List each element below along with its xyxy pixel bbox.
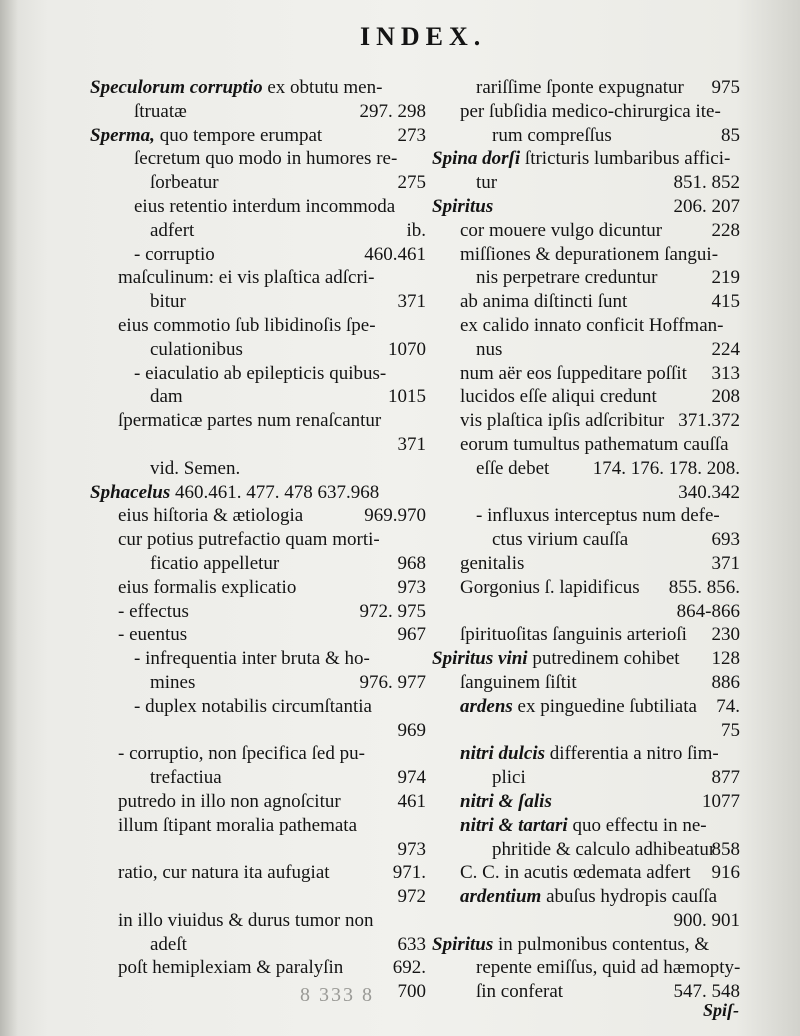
entry-text: ficatio appelletur <box>150 552 280 574</box>
index-entry <box>432 861 740 885</box>
index-entry <box>90 171 426 195</box>
entry-text: - eiaculatio ab epilepticis quibus- <box>134 362 387 384</box>
index-entry <box>90 457 426 481</box>
entry-pages: 224 <box>711 338 740 360</box>
index-entry <box>90 266 426 290</box>
entry-text: illum ſtipant moralia pathemata <box>118 814 358 836</box>
index-entry <box>432 814 740 838</box>
index-entry <box>432 195 740 219</box>
entry-text: - corruptio <box>134 243 215 265</box>
entry-pages: 864-866 <box>676 600 740 622</box>
entry-term: nitri dulcis <box>460 743 545 765</box>
index-column-right <box>432 76 740 1004</box>
entry-text: eius formalis explicatio <box>118 576 297 598</box>
index-entry <box>432 909 740 933</box>
entry-text: plici <box>492 767 526 789</box>
entry-pages: 855. 856. <box>668 576 740 598</box>
entry-text: phritide & calculo adhibeatur <box>492 838 716 860</box>
entry-text: Gorgonius ſ. lapidificus <box>460 576 640 598</box>
index-entry <box>432 124 740 148</box>
entry-pages: ib. <box>406 219 426 241</box>
entry-text: ſtruatæ <box>134 100 187 122</box>
entry-pages: 1015 <box>388 386 426 408</box>
entry-pages: 877 <box>711 767 740 789</box>
entry-text: C. C. in acutis œdemata adfert <box>460 862 691 884</box>
entry-text: eorum tumultus pathematum cauſſa <box>460 433 729 455</box>
entry-text: genitalis <box>460 552 525 574</box>
index-entry <box>90 362 426 386</box>
index-entry <box>432 956 740 980</box>
entry-text: cor mouere vulgo dicuntur <box>460 219 663 241</box>
index-entry <box>90 76 426 100</box>
index-entry <box>90 409 426 433</box>
index-entry <box>90 219 426 243</box>
index-entry <box>90 290 426 314</box>
index-entry <box>90 528 426 552</box>
index-entry <box>432 838 740 862</box>
entry-pages: 972. 975 <box>359 600 426 622</box>
entry-text: ſorbeatur <box>150 172 219 194</box>
entry-term: Speculorum corruptio <box>90 77 263 98</box>
entry-text: num aër eos ſuppeditare poſſit <box>460 362 687 384</box>
index-entry <box>432 504 740 528</box>
entry-term: nitri & tartari <box>460 814 568 836</box>
entry-pages: 886 <box>711 671 740 693</box>
index-entry <box>90 195 426 219</box>
entry-text: nis perpetrare creduntur <box>476 267 658 289</box>
entry-pages: 128 <box>711 648 740 670</box>
index-entry <box>90 504 426 528</box>
entry-pages: 273 <box>397 124 426 146</box>
entry-text: rariſſime ſponte expugnatur <box>476 77 684 98</box>
index-entry <box>432 385 740 409</box>
entry-pages: 230 <box>711 624 740 646</box>
index-entry <box>432 647 740 671</box>
entry-text: Spiritus in pulmonibus contentus, & <box>432 933 710 955</box>
entry-text: eius retentio interdum incommoda <box>134 195 396 217</box>
entry-pages: 974 <box>397 767 426 789</box>
entry-pages: 208 <box>711 386 740 408</box>
entry-text: vis plaſtica ipſis adſcribitur <box>460 410 665 432</box>
entry-text <box>460 790 552 814</box>
entry-pages: 700 <box>397 981 426 1003</box>
entry-pages: 228 <box>711 219 740 241</box>
index-entry <box>90 742 426 766</box>
index-entry <box>90 790 426 814</box>
entry-pages: 851. 852 <box>673 172 740 194</box>
index-entry <box>90 100 426 124</box>
entry-pages: 461 <box>397 790 426 812</box>
index-entry <box>90 766 426 790</box>
entry-pages: 297. 298 <box>359 100 426 122</box>
entry-text: - infrequentia inter bruta & ho- <box>134 648 370 670</box>
index-entry <box>90 814 426 838</box>
entry-text: ratio, cur natura ita aufugiat <box>118 862 330 884</box>
entry-text: - effectus <box>118 600 189 622</box>
entry-pages: 973 <box>397 838 426 860</box>
entry-text: tur <box>476 172 498 194</box>
entry-term: ardentium <box>460 886 542 908</box>
bleed-through-text: 8 333 8 <box>300 984 374 1006</box>
entry-text: nitri dulcis differentia a nitro ſim- <box>460 743 719 765</box>
entry-term: ardens <box>460 695 513 717</box>
entry-pages: 75 <box>721 719 740 741</box>
index-entry <box>90 243 426 267</box>
entry-text: nus <box>476 338 503 360</box>
index-entry <box>432 766 740 790</box>
index-entry <box>432 576 740 600</box>
entry-text: ſpermaticæ partes num renaſcantur <box>118 410 382 432</box>
entry-text: ardens ex pinguedine ſubtiliata <box>460 695 697 717</box>
entry-text: per ſubſidia medico-chirurgica ite- <box>460 100 721 122</box>
entry-term: Sphacelus <box>90 481 171 503</box>
entry-pages: 900. 901 <box>673 909 740 931</box>
entry-text: ardentium abuſus hydropis cauſſa <box>460 886 718 908</box>
index-entry <box>90 861 426 885</box>
entry-pages: 206. 207 <box>673 195 740 217</box>
entry-term: Sperma, <box>90 124 155 146</box>
index-entry <box>90 980 426 1004</box>
entry-pages: 633 <box>397 933 426 955</box>
index-entry <box>432 719 740 743</box>
entry-text: ſin conferat <box>476 981 564 1003</box>
index-entry <box>90 909 426 933</box>
index-entry <box>90 433 426 457</box>
entry-pages: 973 <box>397 576 426 598</box>
entry-text: in illo viuidus & durus tumor non <box>118 909 374 931</box>
entry-pages: 371 <box>397 291 426 313</box>
index-entry <box>432 290 740 314</box>
index-entry <box>90 124 426 148</box>
entry-text: ſecretum quo modo in humores re- <box>134 148 398 170</box>
index-entry <box>432 433 740 457</box>
entry-term: Spiritus <box>432 933 494 955</box>
entry-text: maſculinum: ei vis plaſtica adſcri- <box>118 267 375 289</box>
entry-pages: 85 <box>721 124 740 146</box>
entry-pages: 174. 176. 178. 208. <box>592 457 740 479</box>
entry-text: Sphacelus 460.461. 477. 478 637.968 <box>90 481 380 503</box>
entry-text: eſſe debet <box>476 457 550 479</box>
entry-text: Spiritus vini putredinem cohibet <box>432 648 680 670</box>
entry-text: nitri & tartari quo effectu in ne- <box>460 814 707 836</box>
index-entry <box>90 385 426 409</box>
entry-text: ex calido innato conficit Hoffman- <box>460 314 724 336</box>
index-entry <box>432 695 740 719</box>
index-entry <box>432 409 740 433</box>
entry-text: - corruptio, non ſpecifica ſed pu- <box>118 743 365 765</box>
index-entry <box>90 481 426 505</box>
entry-pages: 916 <box>711 862 740 884</box>
entry-text <box>432 195 493 219</box>
entry-pages: 858 <box>711 838 740 860</box>
entry-text: cur potius putrefactio quam morti- <box>118 529 380 551</box>
index-entry <box>432 100 740 124</box>
entry-pages: 460.461 <box>364 243 426 265</box>
page-gutter-shadow <box>0 0 18 1036</box>
entry-pages: 74. <box>716 695 740 717</box>
index-entry <box>432 243 740 267</box>
entry-text: ab anima diſtincti ſunt <box>460 291 628 313</box>
entry-text: poſt hemiplexiam & paralyſin <box>118 957 344 979</box>
index-entry <box>90 933 426 957</box>
entry-text: adfert <box>150 219 195 241</box>
entry-text: - euentus <box>118 624 188 646</box>
entry-pages: 1070 <box>388 338 426 360</box>
entry-pages: 415 <box>711 291 740 313</box>
index-entry <box>432 76 740 100</box>
entry-term: nitri & ſalis <box>460 790 552 812</box>
entry-text: culationibus <box>150 338 243 360</box>
entry-pages: 340.342 <box>678 481 740 503</box>
entry-term: Spiritus <box>432 195 494 217</box>
entry-text: ſanguinem ſiſtit <box>460 671 577 693</box>
index-entry <box>90 314 426 338</box>
entry-pages: 275 <box>397 172 426 194</box>
entry-text: putredo in illo non agnoſcitur <box>118 790 341 812</box>
index-entry <box>432 980 740 1004</box>
index-entry <box>90 838 426 862</box>
index-entry <box>432 338 740 362</box>
entry-pages: 976. 977 <box>359 671 426 693</box>
entry-text: eius commotio ſub libidinoſis ſpe- <box>118 314 376 336</box>
entry-pages: 219 <box>711 267 740 289</box>
index-entry <box>90 719 426 743</box>
entry-text: bitur <box>150 291 186 313</box>
index-entry <box>432 552 740 576</box>
index-entry <box>432 933 740 957</box>
index-entry <box>90 576 426 600</box>
entry-text: rum compreſſus <box>492 124 612 146</box>
entry-text: adeſt <box>150 933 187 955</box>
entry-pages: 971. <box>392 862 426 884</box>
entry-pages: 371 <box>711 552 740 574</box>
entry-pages: 1077 <box>702 790 740 812</box>
index-entry <box>90 956 426 980</box>
index-entry <box>432 623 740 647</box>
entry-pages: 969.970 <box>364 505 426 527</box>
index-entry <box>432 885 740 909</box>
index-entry <box>432 362 740 386</box>
index-entry <box>90 671 426 695</box>
entry-pages: 975 <box>711 77 740 98</box>
index-entry <box>432 219 740 243</box>
entry-pages: 967 <box>397 624 426 646</box>
entry-text: dam <box>150 386 183 408</box>
index-entry <box>90 647 426 671</box>
index-entry <box>432 600 740 624</box>
index-entry <box>90 623 426 647</box>
entry-text: ctus virium cauſſa <box>492 529 629 551</box>
entry-text: trefactiua <box>150 767 222 789</box>
index-column-left <box>90 76 426 1004</box>
entry-text: Speculorum corruptio ex obtutu men- <box>90 77 383 98</box>
index-entry <box>90 552 426 576</box>
index-entry <box>90 695 426 719</box>
entry-text: lucidos eſſe aliqui credunt <box>460 386 657 408</box>
index-entry <box>432 457 740 481</box>
entry-text: repente emiſſus, quid ad hæmopty- <box>476 957 741 979</box>
entry-text: miſſiones & depurationem ſangui- <box>460 243 719 265</box>
index-entry <box>90 885 426 909</box>
index-entry <box>90 600 426 624</box>
index-entry <box>432 481 740 505</box>
entry-term: Spiritus vini <box>432 648 528 670</box>
entry-pages: 547. 548 <box>673 981 740 1003</box>
entry-pages: 371 <box>397 433 426 455</box>
index-entry <box>432 790 740 814</box>
index-entry <box>432 266 740 290</box>
entry-pages: 313 <box>711 362 740 384</box>
page-header: INDEX. <box>360 22 487 51</box>
entry-pages: 969 <box>397 719 426 741</box>
entry-text: vid. Semen. <box>150 457 241 479</box>
entry-pages: 968 <box>397 552 426 574</box>
entry-term: Spina dorſi <box>432 148 521 170</box>
entry-text: mines <box>150 671 196 693</box>
catchword: Spiſ- <box>703 1000 739 1020</box>
index-entry <box>432 528 740 552</box>
index-entry <box>432 147 740 171</box>
entry-text: eius hiſtoria & ætiologia <box>118 505 304 527</box>
index-entry <box>432 314 740 338</box>
index-entry <box>90 147 426 171</box>
entry-text: Spina dorſi ſtricturis lumbaribus affici- <box>432 148 731 170</box>
index-entry <box>432 671 740 695</box>
entry-text: ſpirituoſitas ſanguinis arterioſi <box>460 624 687 646</box>
entry-text: - influxus interceptus num defe- <box>476 505 720 527</box>
entry-text: - duplex notabilis circumſtantia <box>134 695 372 717</box>
entry-pages: 972 <box>397 886 426 908</box>
entry-pages: 693 <box>711 529 740 551</box>
entry-text: Sperma, quo tempore erumpat <box>90 124 323 146</box>
index-entry <box>90 338 426 362</box>
index-entry <box>432 742 740 766</box>
index-entry <box>432 171 740 195</box>
entry-pages: 371.372 <box>678 410 740 432</box>
entry-pages: 692. <box>392 957 426 979</box>
